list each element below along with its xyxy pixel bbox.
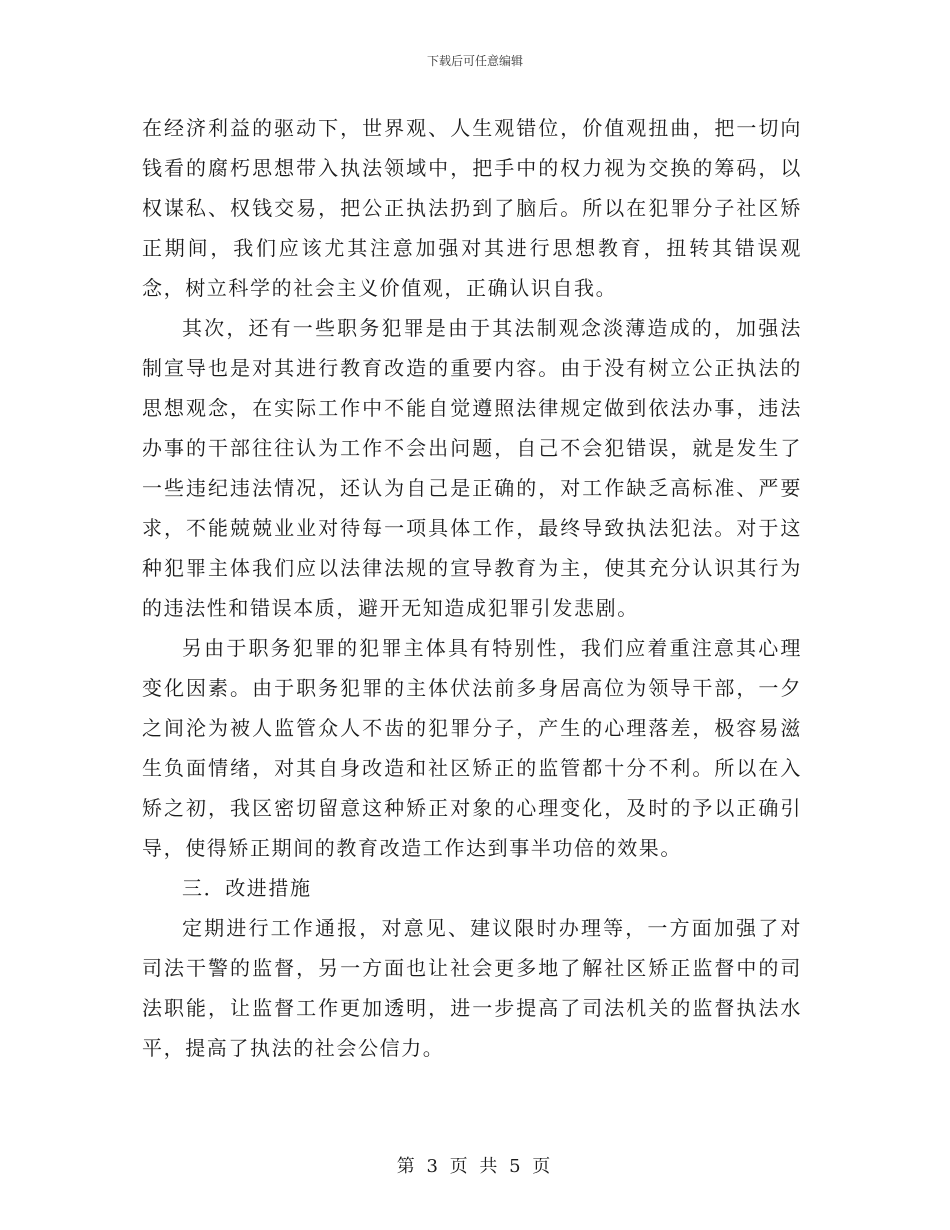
paragraph-improvement-measures: 定期进行工作通报，对意见、建议限时办理等，一方面加强了对司法干警的监督，另一方面也让社会更多地了解社区矫正监督中的司法职能，让监督工作更加透明，进一步提高了司法机关的监督执法水平，提高了执法的社会公信力。: [142, 916, 802, 1060]
document-body: [142, 108, 802, 1068]
page-header: 下载后可任意编辑: [426, 54, 523, 68]
paragraph-legal-awareness: 其次，还有一些职务犯罪是由于其法制观念淡薄造成的，加强法制宣导也是对其进行教育改造的重要内容。由于没有树立公正执法的思想观念，在实际工作中不能自觉遵照法律规定做到依法办事，违法办事的干部往往认为工作不会出问题，自己不会犯错误，就是发生了一些违纪违法情况，还认为自己是正确的，对工作缺乏高标准、严要求，不能兢兢业业对待每一项具体工作，最终导致执法犯法。对于这种犯罪主体我们应以法律法规的宣导教育为主，使其充分认识其行为的违法性和错误本质，避开无知造成犯罪引发悲剧。: [142, 316, 802, 620]
paragraph-continuation: 在经济利益的驱动下，世界观、人生观错位，价值观扭曲，把一切向钱看的腐朽思想带入执法领域中，把手中的权力视为交换的筹码，以权谋私、权钱交易，把公正执法扔到了脑后。所以在犯罪分子社区矫正期间，我们应该尤其注意加强对其进行思想教育，扭转其错误观念，树立科学的社会主义价值观，正确认识自我。: [142, 116, 802, 300]
page-number-footer: 第 3 页 共 5 页: [396, 1156, 554, 1177]
section-heading-improvement: 三．改进措施: [182, 876, 312, 900]
paragraph-psychological-factors: 另由于职务犯罪的犯罪主体具有特别性，我们应着重注意其心理变化因素。由于职务犯罪的主体伏法前多身居高位为领导干部，一夕之间沦为被人监管众人不齿的犯罪分子，产生的心理落差，极容易滋生负面情绪，对其自身改造和社区矫正的监管都十分不利。所以在入矫之初，我区密切留意这种矫正对象的心理变化，及时的予以正确引导，使得矫正期间的教育改造工作达到事半功倍的效果。: [142, 636, 802, 860]
